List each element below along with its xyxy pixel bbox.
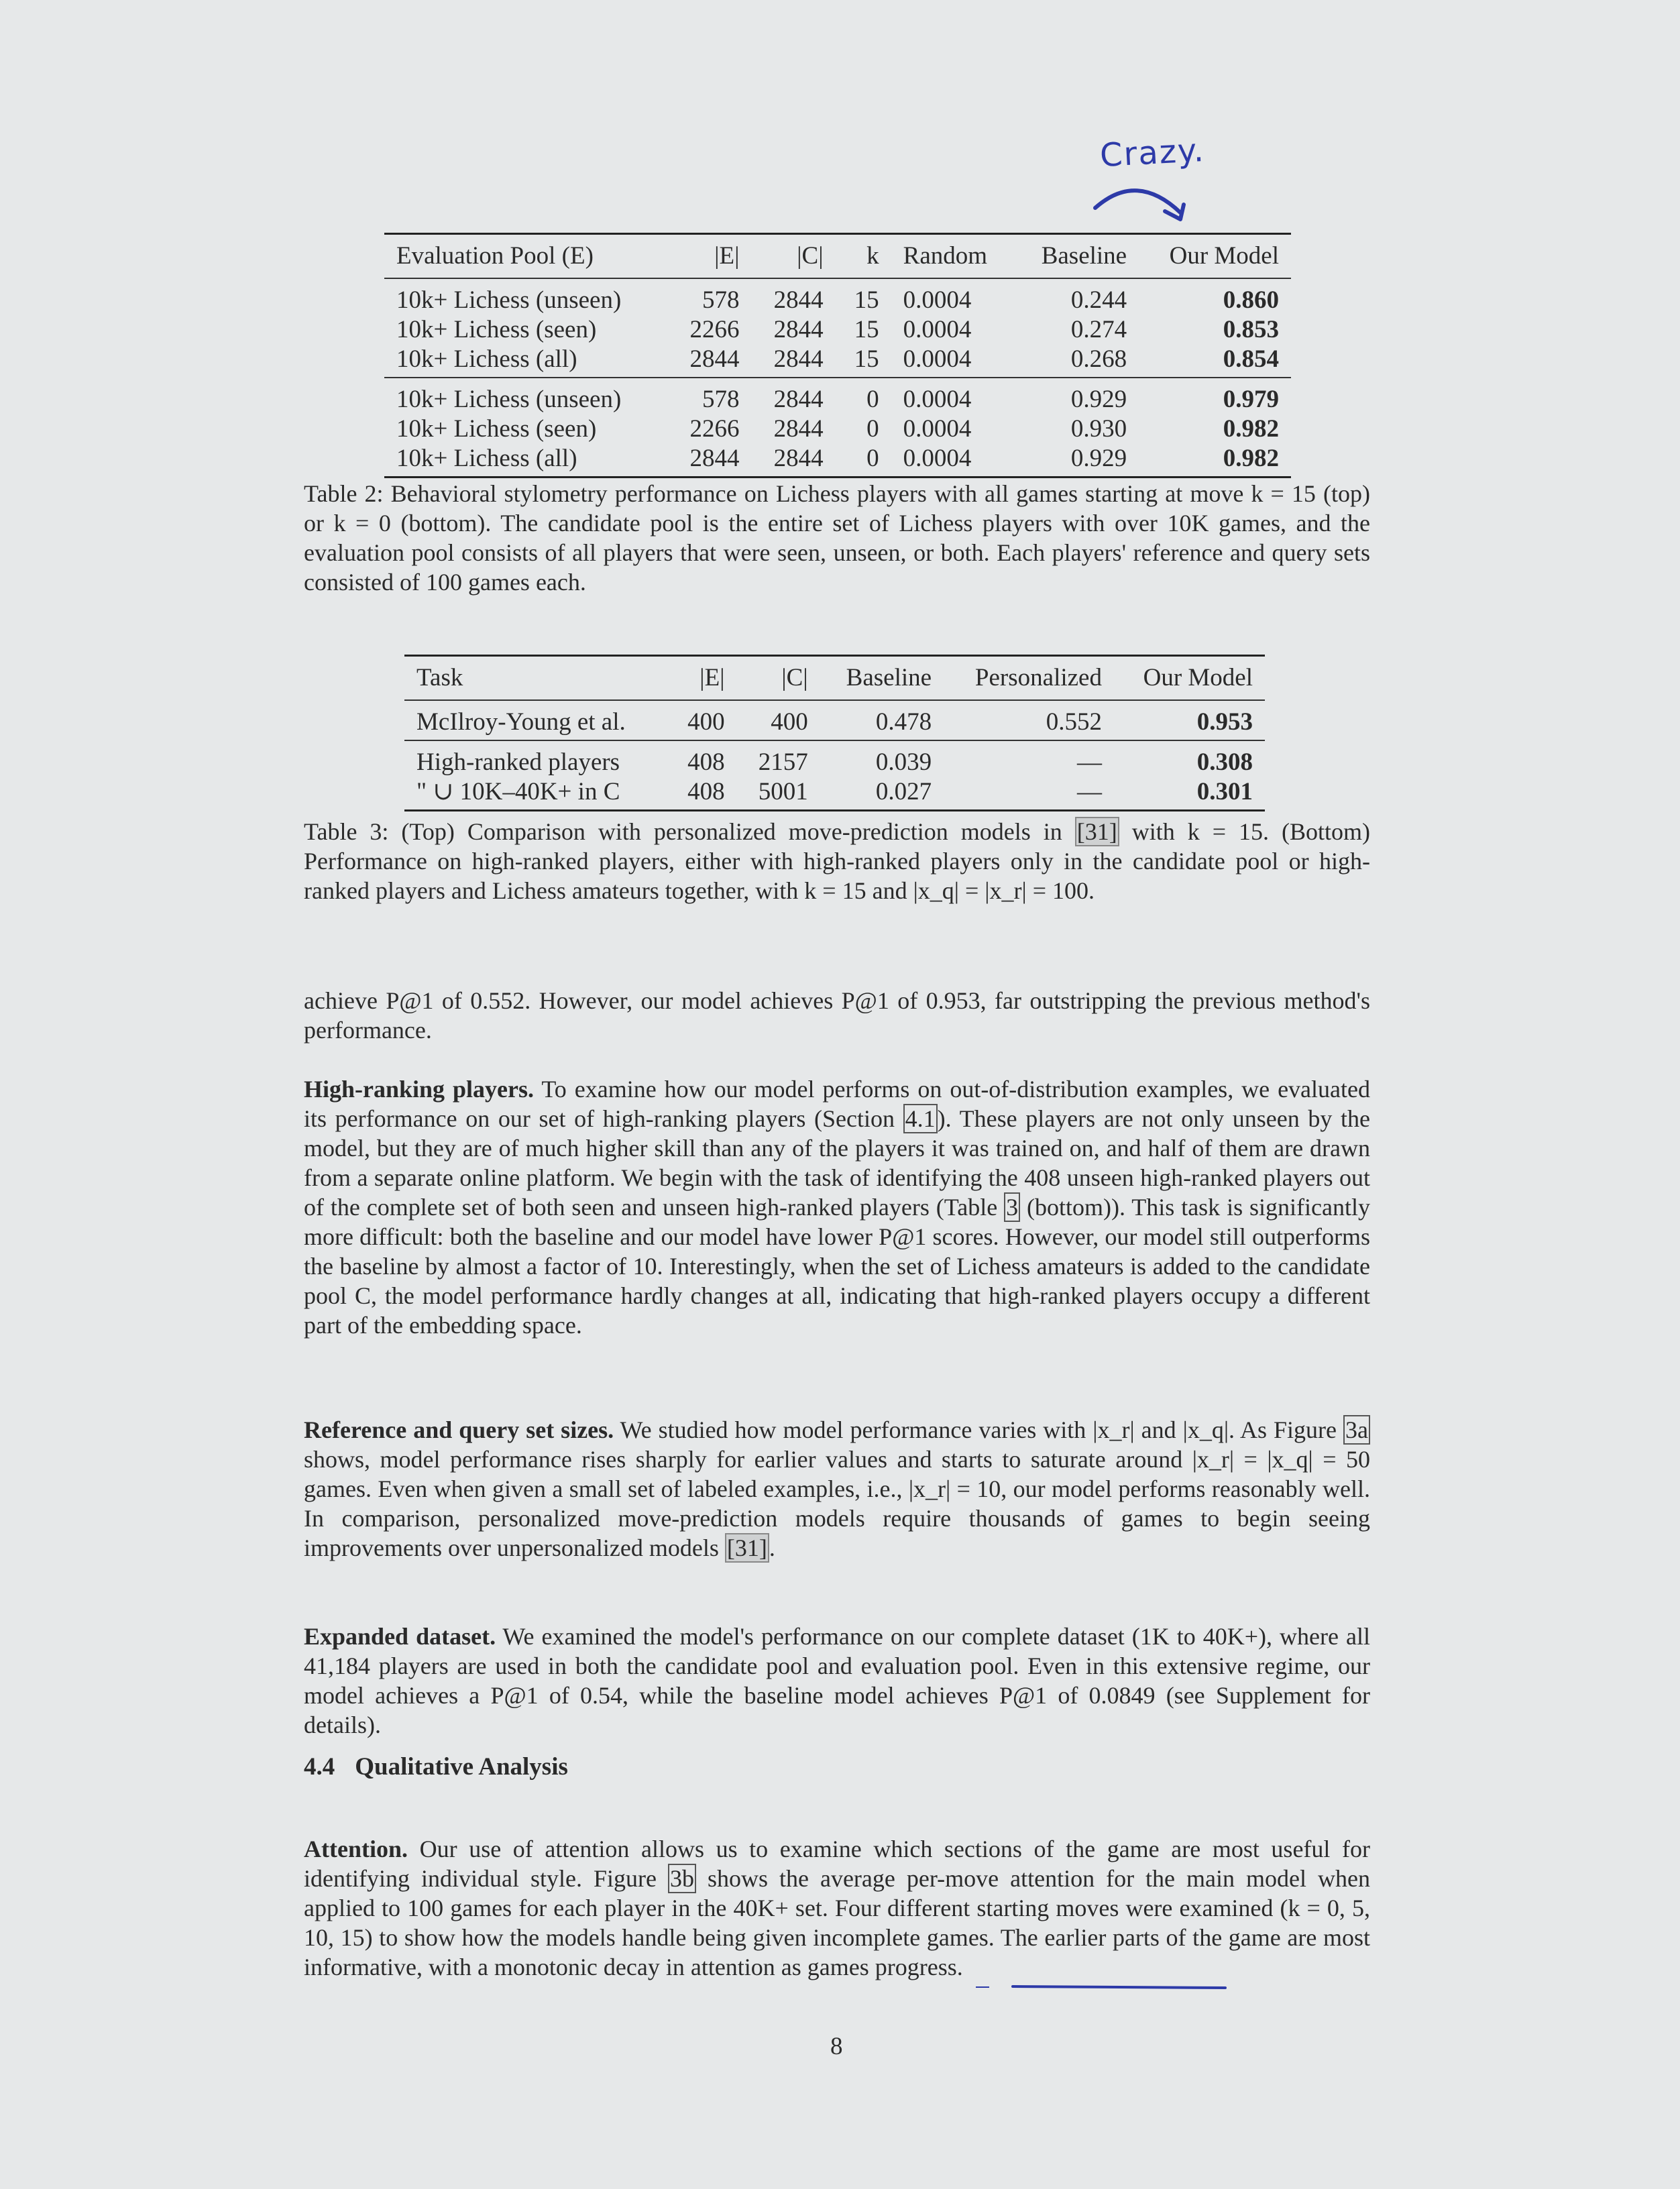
paragraph-text: shows, model performance rises sharply for earlier values and starts to saturate around |x_r| = |x_q| = 50 games. Even when given a small set of labeled examples, i.e., |x_r| = 10, our model performs reasonably well. In comparison, personalized move-prediction models require thousands of games to begin seeing improvements over unpersonalized models <box>304 1446 1370 1561</box>
section-number: 4.4 <box>304 1753 335 1781</box>
handwritten-note: Crazy. <box>1099 131 1207 175</box>
cell-random: 0.0004 <box>903 386 972 413</box>
cell-personalized: 0.552 <box>1046 708 1102 736</box>
figure-link[interactable]: 3b <box>668 1864 696 1893</box>
cell-e: 2844 <box>689 345 740 373</box>
col-baseline: Baseline <box>1041 242 1127 270</box>
cell-our-model: 0.982 <box>1223 415 1279 443</box>
table-row <box>384 315 1291 345</box>
cell-c: 2844 <box>773 316 824 343</box>
cell-our-model: 0.979 <box>1223 386 1279 413</box>
table-row <box>384 444 1291 478</box>
cell-baseline: 0.930 <box>1070 415 1127 443</box>
cell-personalized: — <box>1076 748 1102 776</box>
citation-link[interactable]: [31] <box>725 1533 769 1563</box>
col-task: Task <box>416 664 463 691</box>
table-3-caption <box>304 817 1370 905</box>
paragraph-expanded-dataset <box>304 1622 1370 1740</box>
citation-link[interactable]: [31] <box>1075 817 1119 846</box>
cell-c: 2844 <box>773 386 824 413</box>
cell-our-model: 0.308 <box>1196 748 1253 776</box>
cell-baseline: 0.929 <box>1070 386 1127 413</box>
page-number: 8 <box>830 2033 843 2060</box>
paragraph-text: We examined the model's performance on our complete dataset (1K to 40K+), where all 41,184 players are used in both the candidate pool and evaluation pool. Even in this extensive regime, our model achieves a P@1 of 0.54, while the baseline model achieves P@1 of 0.0849 (see Supplement for details). <box>304 1623 1370 1738</box>
cell-e: 2266 <box>689 415 740 443</box>
col-personalized: Personalized <box>974 664 1102 691</box>
cell-k: 0 <box>866 445 879 472</box>
cell-e: 2266 <box>689 316 740 343</box>
cell-c: 2844 <box>773 415 824 443</box>
paragraph-text: Our use of attention allows us to examine which sections of the game are most useful for identifying individual style. Figure <box>304 1836 1370 1892</box>
cell-baseline: 0.274 <box>1070 316 1127 343</box>
section-title: Qualitative Analysis <box>355 1753 568 1781</box>
cell-baseline: 0.268 <box>1070 345 1127 373</box>
col-our-model: Our Model <box>1143 664 1253 691</box>
table-2 <box>384 233 1291 478</box>
table-row <box>384 345 1291 378</box>
paragraph-heading: Reference and query set sizes. <box>304 1416 614 1443</box>
paragraph: achieve P@1 of 0.552. However, our model achieves P@1 of 0.953, far outstripping the previous method's performance. <box>304 987 1370 1044</box>
cell-baseline: 0.929 <box>1070 445 1127 472</box>
handwritten-underline-icon <box>976 1984 1227 1990</box>
table-row <box>404 700 1265 740</box>
paragraph-text: shows the average per-move attention for the main model when applied to 100 games for each player in the 40K+ set. Four different starting moves were examined (k = 0, 5, 10, 15) to show how the models handle being given incomplete games. The earlier parts of the game are most informative, with a monotonic decay in attention as games progress. <box>304 1865 1370 1980</box>
paragraph-text: ). These players are not only unseen by the model, but they are of much higher skill than any of the players it was trained on, and half of them are drawn from a separate online platform. We begin with the task of identifying the 408 unseen high-ranked players out of the complete set of both seen and unseen high-ranked players (Table <box>304 1105 1370 1221</box>
cell-random: 0.0004 <box>903 316 972 343</box>
handwritten-arrow-icon <box>1090 171 1204 225</box>
cell-pool: 10k+ Lichess (seen) <box>396 415 597 443</box>
cell-c: 2844 <box>773 286 824 314</box>
figure-link[interactable]: 3a <box>1343 1415 1370 1445</box>
table-2-header <box>384 234 1291 279</box>
cell-k: 15 <box>854 345 879 373</box>
paragraph-heading: Attention. <box>304 1836 408 1862</box>
col-c: |C| <box>781 664 808 691</box>
table-2-caption: Table 2: Behavioral stylometry performance on Lichess players with all games starting at move k = 15 (top) or k = 0 (bottom). The candidate pool is the entire set of Lichess players with over 10K games, and the evaluation pool consists of all players that were seen, unseen, or both. Each players' reference and query sets consisted of 100 games each. <box>304 480 1370 596</box>
cell-e: 400 <box>687 708 725 736</box>
cell-e: 578 <box>702 286 740 314</box>
cell-our-model: 0.301 <box>1196 778 1253 805</box>
cell-our-model: 0.860 <box>1223 286 1279 314</box>
cell-e: 2844 <box>689 445 740 472</box>
cell-c: 400 <box>771 708 808 736</box>
paragraph-text: To examine how our model performs on out-of-distribution examples, we evaluated its performance on our set of high-ranking players (Section <box>304 1076 1370 1132</box>
col-k: k <box>866 242 879 270</box>
col-e: |E| <box>714 242 740 270</box>
paragraph-text: (bottom)). This task is significantly more difficult: both the baseline and our model have lower P@1 scores. However, our model still outperforms the baseline by almost a factor of 10. Interestingly, when the set of Lichess amateurs is added to the candidate pool C, the model performance hardly changes at all, indicating that high-ranked players occupy a different part of the embedding space. <box>304 1194 1370 1339</box>
paragraph-high-ranking <box>304 1074 1370 1340</box>
table-row <box>404 777 1265 811</box>
table-row <box>384 414 1291 444</box>
cell-task: " ∪ 10K–40K+ in C <box>416 778 620 805</box>
cell-c: 5001 <box>758 778 808 805</box>
cell-e: 408 <box>687 748 725 776</box>
cell-our-model: 0.953 <box>1196 708 1253 736</box>
cell-task: High-ranked players <box>416 748 620 776</box>
caption-text: with k = 15. (Bottom) Performance on high-ranked players, either with high-ranked players only in the candidate pool or high-ranked players and Lichess amateurs together, with k = 15 and |x_q| = |x_r| = 100. <box>304 818 1370 904</box>
cell-pool: 10k+ Lichess (seen) <box>396 316 597 343</box>
paragraph-heading: High-ranking players. <box>304 1076 535 1103</box>
col-c: |C| <box>797 242 824 270</box>
cell-random: 0.0004 <box>903 345 972 373</box>
cell-k: 0 <box>866 386 879 413</box>
cell-e: 578 <box>702 386 740 413</box>
table-row <box>384 278 1291 315</box>
cell-c: 2844 <box>773 345 824 373</box>
paragraph-attention <box>304 1834 1370 1982</box>
col-our-model: Our Model <box>1169 242 1279 270</box>
cell-task: McIlroy-Young et al. <box>416 708 626 736</box>
cell-our-model: 0.854 <box>1223 345 1279 373</box>
table-3 <box>404 655 1265 811</box>
section-heading <box>304 1752 568 1781</box>
cell-personalized: — <box>1076 778 1102 805</box>
cell-e: 408 <box>687 778 725 805</box>
cell-c: 2844 <box>773 445 824 472</box>
cell-our-model: 0.853 <box>1223 316 1279 343</box>
cell-k: 0 <box>866 415 879 443</box>
cell-baseline: 0.027 <box>875 778 932 805</box>
col-e: |E| <box>699 664 725 691</box>
cell-baseline: 0.478 <box>875 708 932 736</box>
cell-random: 0.0004 <box>903 445 972 472</box>
table-3-header <box>404 656 1265 701</box>
col-random: Random <box>903 242 988 270</box>
col-baseline: Baseline <box>846 664 932 691</box>
cell-pool: 10k+ Lichess (unseen) <box>396 386 622 413</box>
paragraph-text: . <box>769 1534 775 1561</box>
paragraph-heading: Expanded dataset. <box>304 1623 496 1650</box>
body-continuation <box>304 986 1370 1045</box>
col-evaluation-pool: Evaluation Pool (E) <box>396 242 594 270</box>
cell-pool: 10k+ Lichess (all) <box>396 445 577 472</box>
cell-c: 2157 <box>758 748 808 776</box>
table-link[interactable]: 3 <box>1004 1192 1020 1222</box>
cell-pool: 10k+ Lichess (all) <box>396 345 577 373</box>
caption-text: Table 3: (Top) Comparison with personalized move-prediction models in <box>304 818 1075 845</box>
cell-k: 15 <box>854 316 879 343</box>
section-link[interactable]: 4.1 <box>903 1104 938 1133</box>
table-row <box>384 378 1291 414</box>
cell-k: 15 <box>854 286 879 314</box>
cell-baseline: 0.244 <box>1070 286 1127 314</box>
cell-baseline: 0.039 <box>875 748 932 776</box>
paragraph-reference-query <box>304 1415 1370 1563</box>
cell-our-model: 0.982 <box>1223 445 1279 472</box>
cell-random: 0.0004 <box>903 286 972 314</box>
cell-pool: 10k+ Lichess (unseen) <box>396 286 622 314</box>
cell-random: 0.0004 <box>903 415 972 443</box>
paragraph-text: We studied how model performance varies with |x_r| and |x_q|. As Figure <box>614 1416 1344 1443</box>
table-row <box>404 740 1265 777</box>
